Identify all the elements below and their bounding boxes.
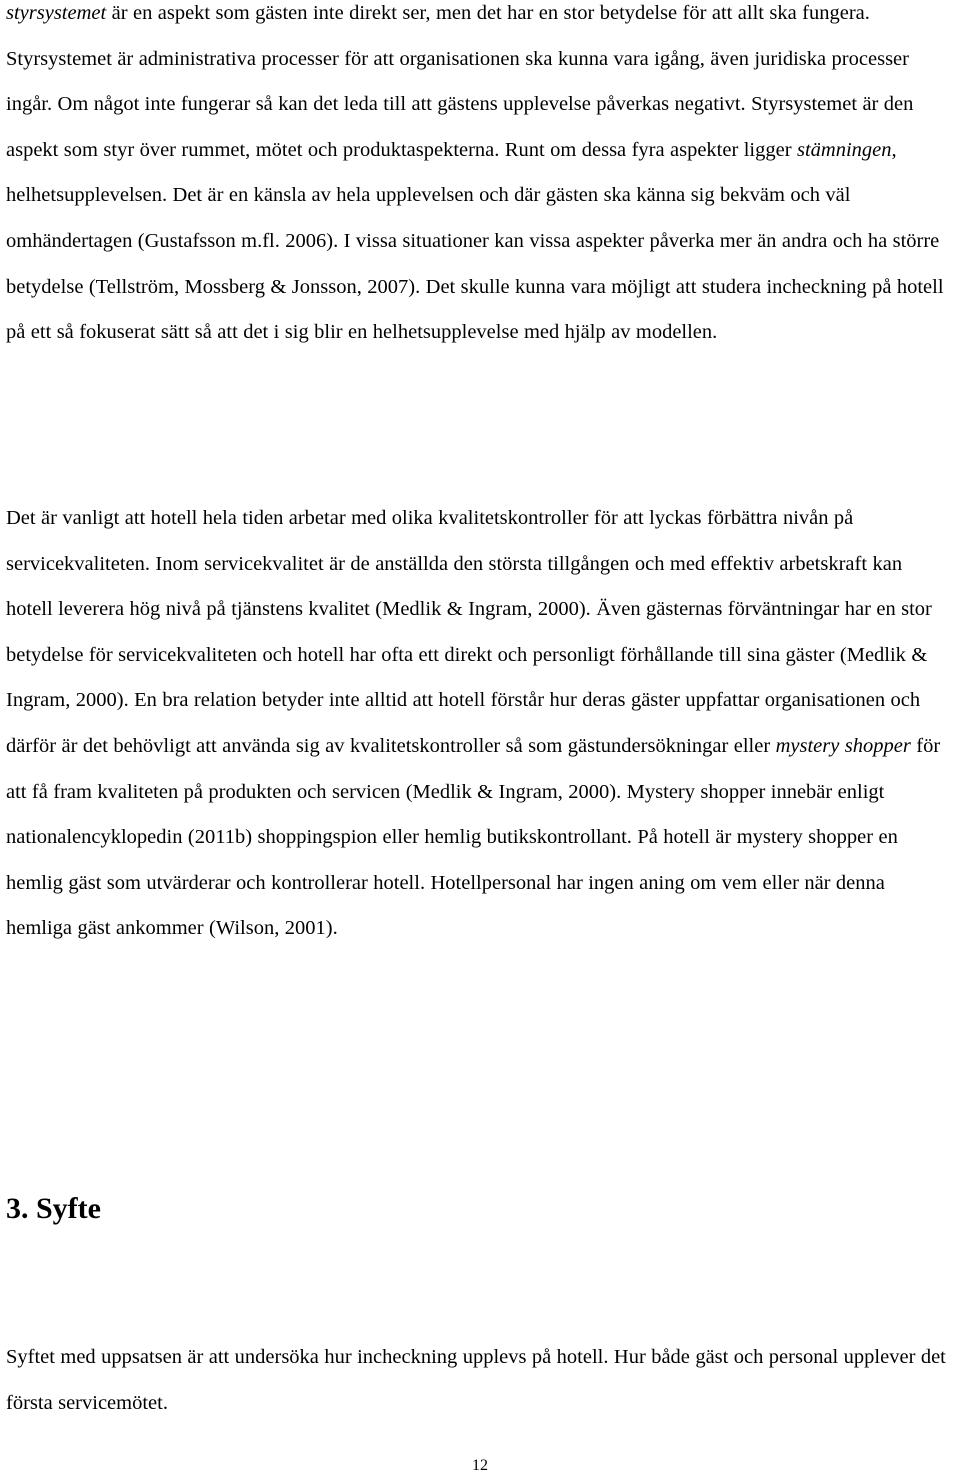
paragraph-text: Det är vanligt att hotell hela tiden arbetar med olika kvalitetskontroller för att lyckas förbättra nivån på servicekvaliteten. Inom servicekvalitet är de anställda den största tillgången och med effektiv arbetskraft kan hotell leverera hög nivå på tjänstens kvalitet (Medlik & Ingram, 2000). Även gästernas förväntningar har en stor betydelse för servicekvaliteten och hotell har ofta ett direkt och personligt förhållande till sina gäster (Medlik & Ingram, 2000). En bra relation betyder inte alltid att hotell förstår hur deras gäster uppfattar organisationen och därför är det behövligt att använda sig av kvalitetskontroller så som gästundersökningar eller (6, 507, 932, 757)
body-paragraph-syfte: Syftet med uppsatsen är att undersöka hur incheckning upplevs på hotell. Hur både gäst och personal upplever det första servicemötet. (6, 1346, 946, 1414)
body-paragraph-styrsystemet (6, 0, 950, 356)
italic-term-mystery-shopper: mystery shopper (775, 734, 911, 757)
italic-term-stamningen: stämningen (796, 138, 892, 161)
body-paragraph-servicekvalitet (6, 496, 950, 952)
italic-term-styrsystemet: styrsystemet (6, 2, 107, 24)
page-number: 12 (472, 1457, 488, 1474)
paragraph-text: för att få fram kvaliteten på produkten och servicen (Medlik & Ingram, 2000). Mystery shopper innebär enligt nationalencyklopedin (2011b) shoppingspion eller hemlig butikskontrollant. På hotell är mystery shopper en hemlig gäst som utvärderar och kontrollerar hotell. Hotellpersonal har ingen aning om vem eller när denna hemliga gäst ankommer (Wilson, 2001). (6, 734, 941, 940)
section-heading: 3. Syfte (6, 1192, 101, 1225)
paragraph-text: , helhetsupplevelsen. Det är en känsla av hela upplevelsen och där gästen ska känna sig bekväm och väl omhändertagen (Gustafsson m.fl. 2006). I vissa situationer kan vissa aspekter påverka mer än andra och ha större betydelse (Tellström, Mossberg & Jonsson, 2007). Det skulle kunna vara möjligt att studera incheckning på hotell på ett så fokuserat sätt så att det i sig blir en helhetsupplevelse med hjälp av modellen. (6, 138, 944, 344)
paragraph-text: är en aspekt som gästen inte direkt ser, men det har en stor betydelse för att allt ska fungera. Styrsystemet är administrativa processer för att organisationen ska kunna vara igång, även juridiska processer ingår. Om något inte fungerar så kan det leda till att gästens upplevelse påverkas negativt. Styrsystemet är den aspekt som styr över rummet, mötet och produktaspekterna. Runt om dessa fyra aspekter ligger (6, 2, 914, 161)
